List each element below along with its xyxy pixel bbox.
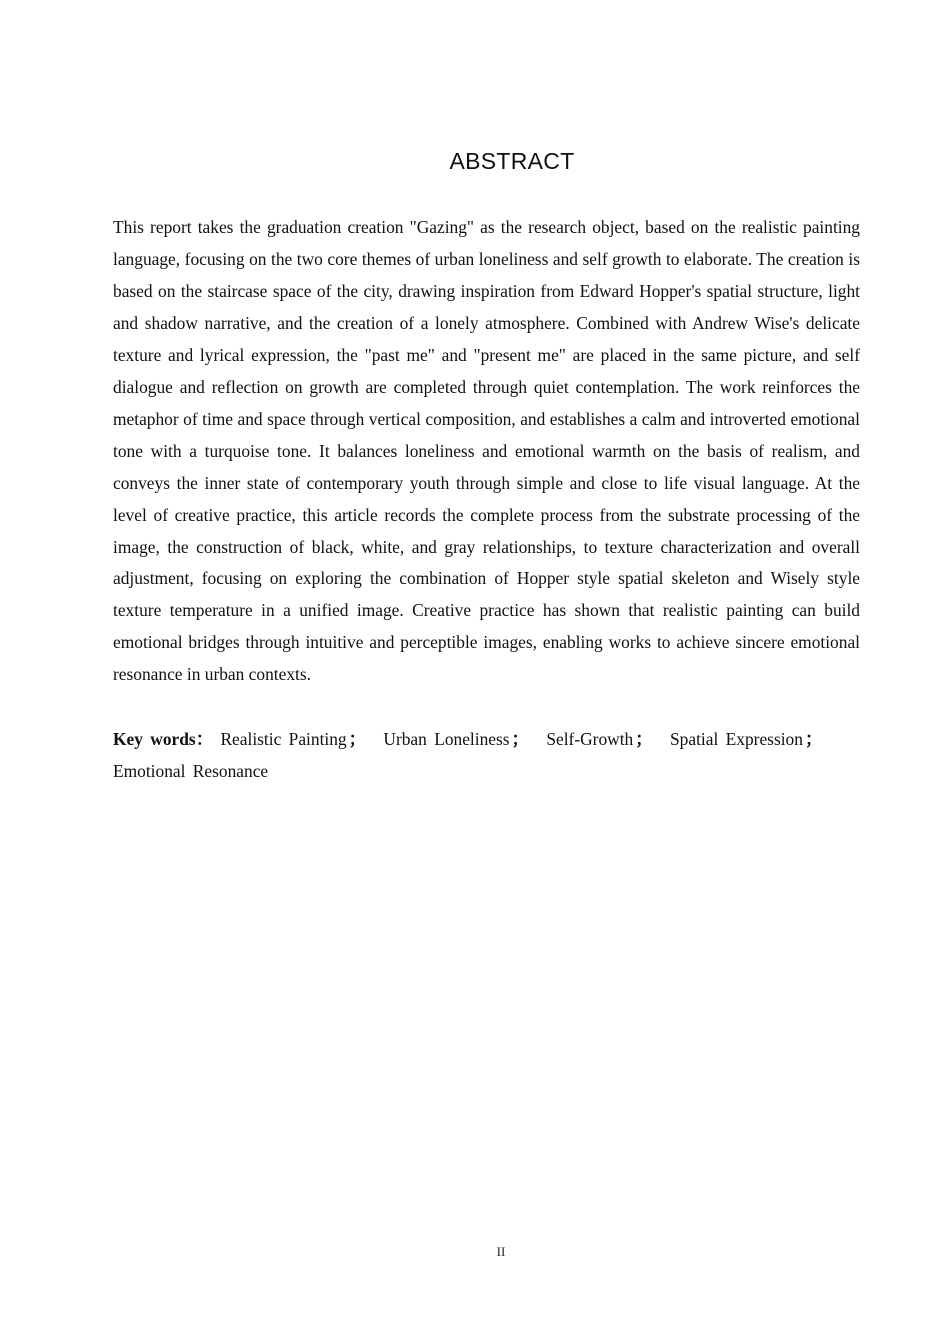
keyword-item: Emotional Resonance — [113, 760, 269, 781]
keyword-item: Spatial Expression — [670, 729, 803, 749]
keywords-label: Key words： — [113, 729, 214, 749]
keyword-separator: ； — [511, 729, 529, 749]
page-number: II — [496, 1244, 506, 1259]
keyword-item: Self-Growth — [546, 729, 634, 749]
keywords-line — [113, 724, 860, 788]
keyword-item: Realistic Painting — [220, 729, 347, 749]
abstract-body: This report takes the graduation creation "Gazing" as the research object, based on the realistic painting language, focusing on the two core themes of urban loneliness and self growth to elaborate. The creation is based on the staircase space of the city, drawing inspiration from Edward Hopper's spatial structure, light and shadow narrative, and the creation of a lonely atmosphere. Combined with Andrew Wise's delicate texture and lyrical expression, the "past me" and "present me" are placed in the same picture, and self dialogue and reflection on growth are completed through quiet contemplation. The work reinforces the metaphor of time and space through vertical composition, and establishes a calm and introverted emotional tone with a turquoise tone. It balances loneliness and emotional warmth on the basis of realism, and conveys the inner state of contemporary youth through simple and close to life visual language. At the level of creative practice, this article records the complete process from the substrate processing of the image, the construction of black, white, and gray relationships, to texture characterization and overall adjustment, focusing on exploring the combination of Hopper style spatial skeleton and Wisely style texture temperature in a unified image. Creative practice has shown that realistic painting can build emotional bridges through intuitive and perceptible images, enabling works to achieve sincere emotional resonance in urban contexts. — [113, 217, 860, 685]
keyword-separator: ； — [348, 729, 367, 749]
abstract-heading: ABSTRACT — [449, 148, 575, 174]
keyword-item: Urban Loneliness — [383, 729, 510, 749]
keyword-separator: ； — [804, 729, 823, 749]
keyword-separator: ； — [635, 729, 653, 749]
